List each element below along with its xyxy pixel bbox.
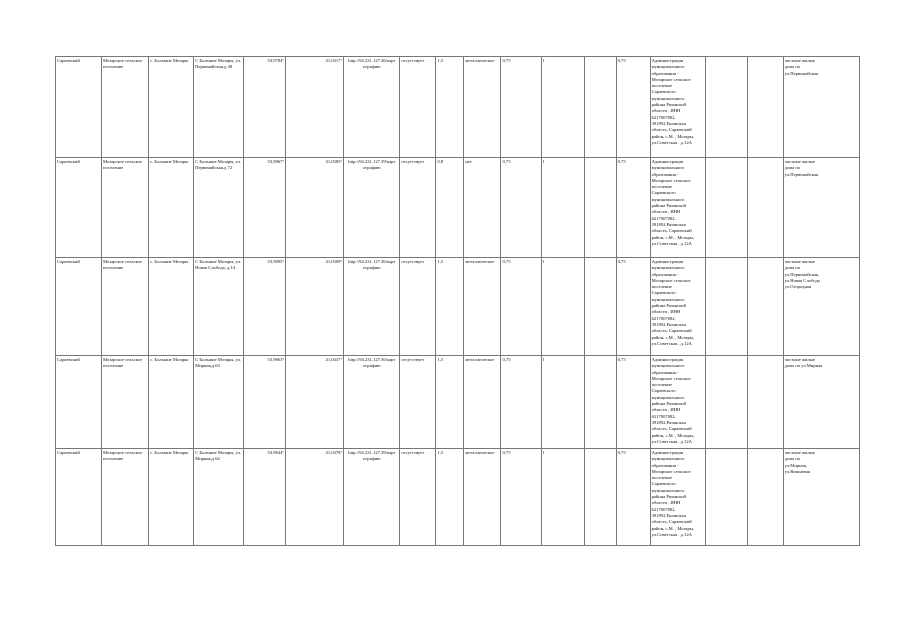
- source-cell-line: частные жилые: [784, 58, 815, 63]
- map-link-cell[interactable]: http://94.231.127.36/карт ографию: [344, 258, 400, 356]
- source-cell-line: ул.Вишневая: [784, 468, 811, 474]
- table-row: [56, 57, 860, 158]
- latitude-cell: 53,9863°: [244, 356, 286, 449]
- district-cell: Сараевский: [56, 258, 102, 356]
- owner-cell-line: области , ИНН: [651, 500, 681, 506]
- table-row: [56, 449, 860, 546]
- owner-cell-line: поселение: [651, 83, 672, 89]
- owner-cell-line: район, с.М. , Мозары,: [651, 525, 694, 531]
- locality-cell: с. Большие Мозары: [149, 258, 194, 356]
- area-cell: 1,5: [436, 258, 464, 356]
- owner-cell-line: муниципального: [651, 487, 685, 493]
- owner-cell-line: 6217007082,: [651, 215, 676, 221]
- owner-cell-line: ул.Советская , д.12А: [651, 438, 692, 444]
- locality-cell: с. Большие Мозары: [149, 57, 194, 158]
- source-cell: [783, 57, 859, 158]
- volume-cell: 0,75: [501, 158, 541, 258]
- source-cell: [783, 158, 859, 258]
- owner-cell-line: ул.Советская , д.12А: [651, 139, 692, 145]
- owner-cell-line: муниципального: [651, 196, 685, 202]
- settlement-cell: Мозарское сельское поселение: [102, 258, 149, 356]
- owner-cell-line: ул.Советская , д.12А: [651, 340, 692, 346]
- source-cell-line: дома по: [784, 165, 801, 171]
- empty-cell: [747, 356, 783, 449]
- source-cell-line: дома по: [784, 456, 801, 462]
- owner-cell-line: муниципального: [651, 95, 685, 101]
- owner-cell-line: район, с.М. , Мозары,: [651, 234, 694, 240]
- source-cell-line: дома по: [784, 265, 801, 271]
- map-link-cell[interactable]: http://94.231.127.39/карт ографию: [344, 158, 400, 258]
- volume-cell: 0,75: [501, 57, 541, 158]
- area-cell: 1,5: [436, 57, 464, 158]
- owner-cell-line: муниципального: [651, 64, 685, 70]
- owner-cell-line: образования -: [651, 171, 679, 177]
- empty-cell: [584, 158, 616, 258]
- longitude-cell: 41,0437°: [286, 356, 344, 449]
- owner-cell-line: Сараевского: [651, 481, 676, 487]
- table-row: [56, 158, 860, 258]
- source-cell-line: дома по ул.Мирная: [784, 363, 823, 369]
- source-cell-line: частные жилые: [784, 450, 815, 455]
- owner-cell: [650, 356, 705, 449]
- source-cell-line: ул.Мирная,: [784, 462, 807, 468]
- address-cell: С Большие Мозары, ул. Мирная,д.63: [194, 356, 244, 449]
- owner-cell: [650, 258, 705, 356]
- source-cell: [783, 449, 859, 546]
- capacity-cell: 0,75: [616, 258, 650, 356]
- empty-cell: [747, 258, 783, 356]
- source-cell-line: ул.Огородная: [784, 284, 812, 290]
- capacity-cell: 0,75: [616, 158, 650, 258]
- owner-cell-line: муниципального: [651, 456, 685, 462]
- source-cell: [783, 356, 859, 449]
- owner-cell-line: Сараевского: [651, 388, 676, 394]
- owner-cell: [650, 57, 705, 158]
- table-row: [56, 356, 860, 449]
- locality-cell: с. Большие Мозары: [149, 449, 194, 546]
- owner-cell-line: поселение: [651, 284, 672, 290]
- owner-cell-line: ул.Советская , д.12А: [651, 240, 692, 246]
- settlement-cell: Мозарское сельское поселение: [102, 158, 149, 258]
- source-cell-line: частные жилые: [784, 259, 815, 264]
- map-link-cell[interactable]: http://94.231.127.36/карт ографию: [344, 356, 400, 449]
- material-cell: нет: [464, 158, 501, 258]
- owner-cell-line: область, Сараевский: [651, 426, 692, 432]
- source-cell-line: ул.Первомайская,: [784, 271, 820, 277]
- area-cell: 0,8: [436, 158, 464, 258]
- owner-cell-line: района Рязанской: [651, 401, 686, 407]
- settlement-cell: Мозарское сельское поселение: [102, 356, 149, 449]
- source-cell: [783, 258, 859, 356]
- address-cell: С Большие Мозары, ул. Первомайская,д 72: [194, 158, 244, 258]
- owner-cell-line: Мозарское сельское: [651, 277, 691, 283]
- material-cell: металлическое: [464, 356, 501, 449]
- volume-cell: 0,75: [501, 449, 541, 546]
- owner-cell-line: района Рязанской: [651, 303, 686, 309]
- owner-cell-line: Администрация: [651, 259, 684, 264]
- owner-cell-line: Администрация: [651, 450, 684, 455]
- volume-cell: 0,75: [501, 258, 541, 356]
- owner-cell-line: образования -: [651, 70, 679, 76]
- owner-cell-line: 6217007082,: [651, 114, 676, 120]
- count-cell: 1: [541, 449, 584, 546]
- owner-cell-line: поселение: [651, 382, 672, 388]
- latitude-cell: 53,9784°: [244, 57, 286, 158]
- count-cell: 1: [541, 57, 584, 158]
- owner-cell-line: муниципального: [651, 296, 685, 302]
- source-cell-line: ул.Новая Слобода: [784, 277, 820, 283]
- volume-cell: 0,75: [501, 356, 541, 449]
- count-cell: 1: [541, 258, 584, 356]
- material-cell: металлическое: [464, 57, 501, 158]
- owner-cell-line: области , ИНН: [651, 407, 681, 413]
- owner-cell: [650, 158, 705, 258]
- owner-cell-line: область, Сараевский: [651, 228, 692, 234]
- owner-cell-line: 391892,Рязанская: [651, 120, 686, 126]
- owner-cell-line: образования -: [651, 462, 679, 468]
- owner-cell-line: области , ИНН: [651, 209, 681, 215]
- owner-cell-line: район, с.М. , Мозары,: [651, 432, 694, 438]
- district-cell: Сараевский: [56, 356, 102, 449]
- address-cell: С Большие Мозары, ул. Мирная,д.62: [194, 449, 244, 546]
- owner-cell-line: 6217007082,: [651, 315, 676, 321]
- table-body: [56, 57, 860, 546]
- owner-cell-line: муниципального: [651, 363, 685, 369]
- owner-cell-line: муниципального: [651, 165, 685, 171]
- source-cell-line: ул.Первомайская: [784, 171, 819, 177]
- longitude-cell: 41,0385°: [286, 158, 344, 258]
- longitude-cell: 41,0417°: [286, 57, 344, 158]
- owner-cell-line: Администрация: [651, 58, 684, 63]
- owner-cell-line: района Рязанской: [651, 203, 686, 209]
- empty-cell: [705, 356, 747, 449]
- owner-cell-line: Сараевского: [651, 290, 676, 296]
- owner-cell-line: области , ИНН: [651, 108, 681, 114]
- map-link-cell[interactable]: http://94.231.127.36/карт ографию: [344, 57, 400, 158]
- owner-cell-line: муниципального: [651, 265, 685, 271]
- empty-cell: [705, 258, 747, 356]
- owner-cell-line: Сараевского: [651, 89, 676, 95]
- empty-cell: [584, 356, 616, 449]
- count-cell: 1: [541, 158, 584, 258]
- empty-cell: [705, 158, 747, 258]
- owner-cell-line: район, с.М. , Мозары,: [651, 133, 694, 139]
- address-cell: С Большие Мозары, ул. Первомайская,д 48: [194, 57, 244, 158]
- empty-cell: [747, 449, 783, 546]
- capacity-cell: 0,75: [616, 449, 650, 546]
- owner-cell-line: 391892,Рязанская: [651, 419, 686, 425]
- district-cell: Сараевский: [56, 57, 102, 158]
- empty-cell: [705, 449, 747, 546]
- latitude-cell: 53,9867°: [244, 158, 286, 258]
- source-cell-line: частные жилые: [784, 357, 815, 362]
- owner-cell-line: Мозарское сельское: [651, 177, 691, 183]
- settlement-cell: Мозарское сельское поселение: [102, 449, 149, 546]
- owner-cell-line: 391892,Рязанская: [651, 221, 686, 227]
- area-cell: 1,5: [436, 449, 464, 546]
- owner-cell-line: Мозарское сельское: [651, 468, 691, 474]
- count-cell: 1: [541, 356, 584, 449]
- owner-cell-line: 391892,Рязанская: [651, 321, 686, 327]
- empty-cell: [705, 57, 747, 158]
- owner-cell-line: Администрация: [651, 357, 684, 362]
- capacity-cell: 0,75: [616, 356, 650, 449]
- owner-cell: [650, 449, 705, 546]
- settlement-cell: Мозарское сельское поселение: [102, 57, 149, 158]
- owner-cell-line: района Рязанской: [651, 494, 686, 500]
- owner-cell-line: Мозарское сельское: [651, 375, 691, 381]
- locality-cell: с. Большие Мозары: [149, 356, 194, 449]
- area-cell: 1,5: [436, 356, 464, 449]
- latitude-cell: 53,9844°: [244, 449, 286, 546]
- owner-cell-line: 6217007082,: [651, 413, 676, 419]
- empty-cell: [584, 449, 616, 546]
- owner-cell-line: поселение: [651, 184, 672, 190]
- registry-table: [55, 56, 860, 546]
- owner-cell-line: район, с.М. , Мозары,: [651, 334, 694, 340]
- material-cell: металлическое: [464, 258, 501, 356]
- fence-cell: отсутствует: [400, 57, 436, 158]
- owner-cell-line: муниципального: [651, 394, 685, 400]
- owner-cell-line: ул.Советская , д.12А: [651, 531, 692, 537]
- source-cell-line: дома по: [784, 64, 801, 70]
- empty-cell: [747, 57, 783, 158]
- fence-cell: отсутствует: [400, 449, 436, 546]
- empty-cell: [747, 158, 783, 258]
- table-row: [56, 258, 860, 356]
- capacity-cell: 0,75: [616, 57, 650, 158]
- latitude-cell: 53,9895°: [244, 258, 286, 356]
- empty-cell: [584, 57, 616, 158]
- owner-cell-line: Сараевского: [651, 190, 676, 196]
- fence-cell: отсутствует: [400, 258, 436, 356]
- owner-cell-line: Администрация: [651, 159, 684, 164]
- locality-cell: с. Большие Мозары: [149, 158, 194, 258]
- fence-cell: отсутствует: [400, 356, 436, 449]
- material-cell: металлическое: [464, 449, 501, 546]
- owner-cell-line: область, Сараевский: [651, 127, 692, 133]
- district-cell: Сараевский: [56, 449, 102, 546]
- longitude-cell: 41,0478°: [286, 449, 344, 546]
- owner-cell-line: 6217007082,: [651, 506, 676, 512]
- source-cell-line: ул.Первомайская: [784, 70, 819, 76]
- owner-cell-line: поселение: [651, 475, 672, 481]
- owner-cell-line: района Рязанской: [651, 102, 686, 108]
- district-cell: Сараевский: [56, 158, 102, 258]
- address-cell: С Большие Мозары, ул. Новая Слобода, д.14: [194, 258, 244, 356]
- fence-cell: отсутствует: [400, 158, 436, 258]
- owner-cell-line: область, Сараевский: [651, 519, 692, 525]
- owner-cell-line: 391892,Рязанская: [651, 512, 686, 518]
- source-cell-line: частные жилые: [784, 159, 815, 164]
- empty-cell: [584, 258, 616, 356]
- owner-cell-line: образования -: [651, 271, 679, 277]
- longitude-cell: 41,0309°: [286, 258, 344, 356]
- owner-cell-line: область, Сараевский: [651, 328, 692, 334]
- owner-cell-line: Мозарское сельское: [651, 76, 691, 82]
- map-link-cell[interactable]: http://94.231.127.39/карт ографию: [344, 449, 400, 546]
- owner-cell-line: образования -: [651, 369, 679, 375]
- owner-cell-line: области , ИНН: [651, 309, 681, 315]
